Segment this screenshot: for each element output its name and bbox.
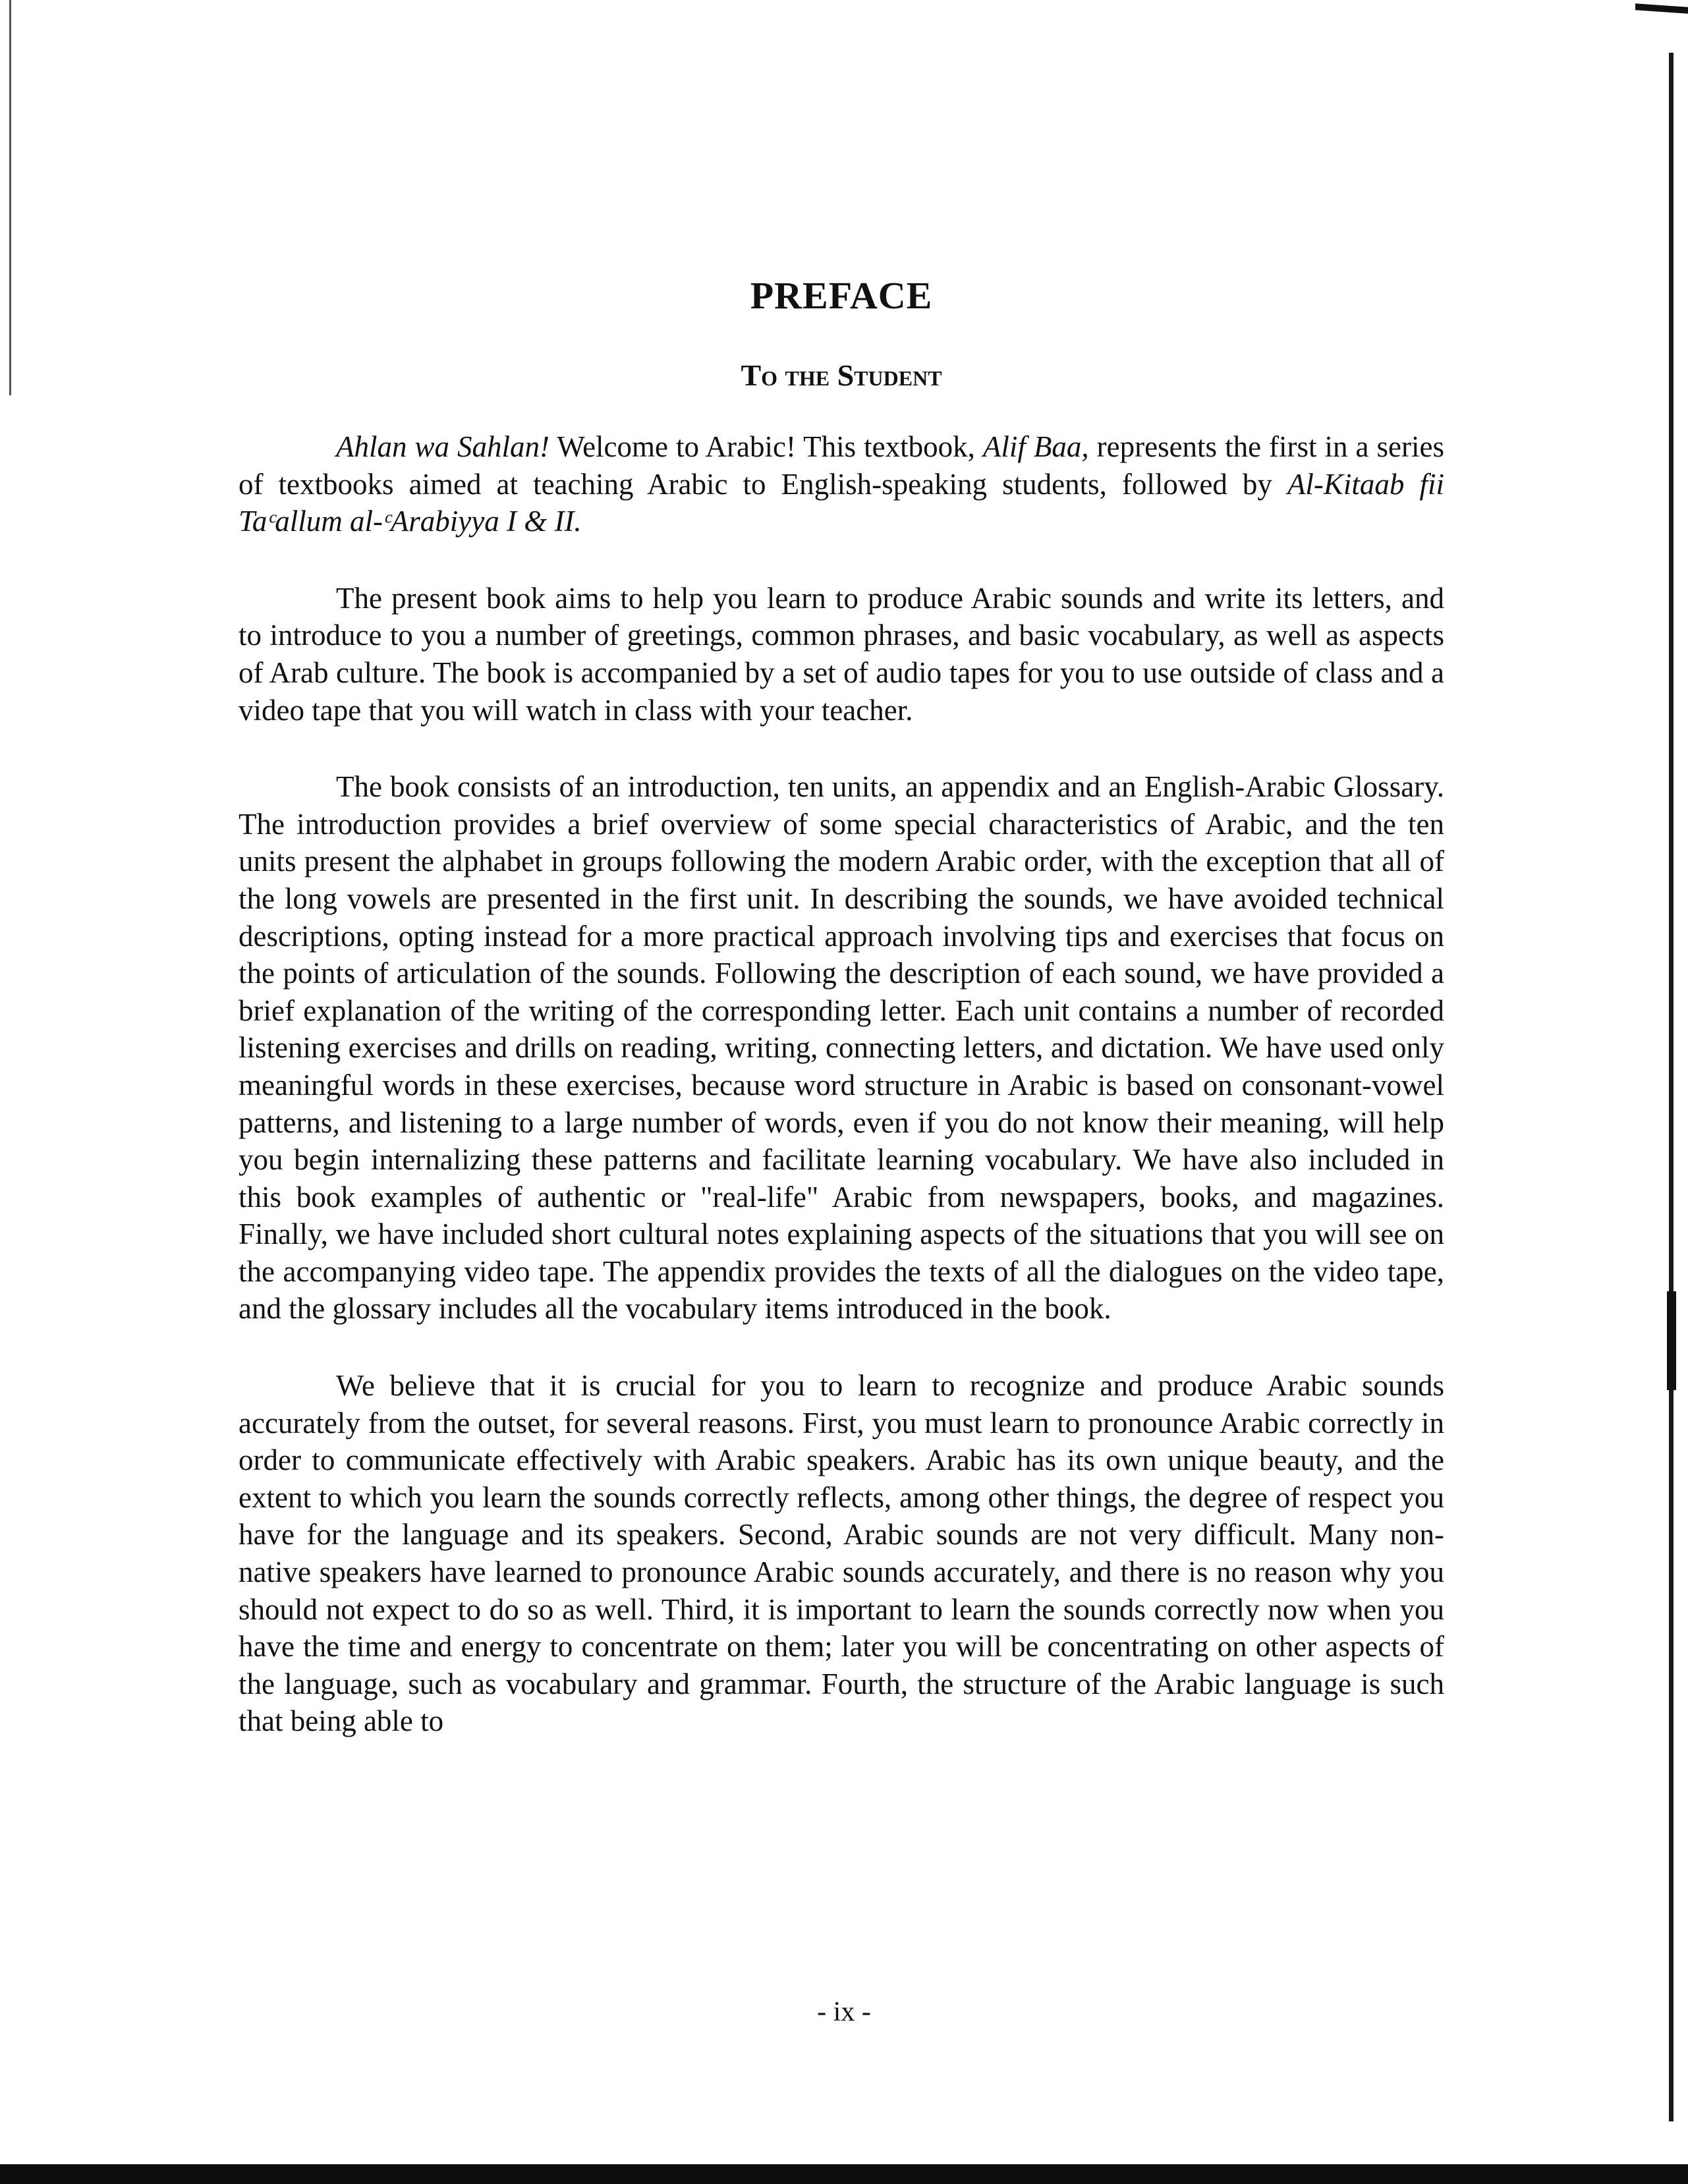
series-title: Al-Kitaab fii Taᶜallum al-ᶜArabiyya I & II.: [239, 467, 1444, 538]
paragraph-text: We believe that it is crucial for you to learn to recognize and produce Arabic sounds accurately from the outset, for several reasons. First, you must learn to pronounce Arabic correctly in order to communicate effectively with Arabic speakers. Arabic has its own unique beauty, and the extent to which you learn the sounds correctly reflects, among other things, the degree of respect you have for the language and its speakers. Second, Arabic sounds are not very difficult. Many non-native speakers have learned to pronounce Arabic sounds accurately, and there is no reason why you should not expect to do so as well. Third, it is important to learn the sounds correctly now when you have the time and energy to concentrate on them; later you will be concentrating on other aspects of the language, such as vocabulary and grammar. Fourth, the structure of the Arabic language is such that being able to: [239, 1369, 1444, 1738]
book-title: Alif Baa,: [982, 430, 1089, 463]
scan-edge-mark: [1635, 3, 1688, 14]
paragraph-reasons: [239, 1367, 1444, 1740]
paragraph-aims: [239, 580, 1444, 729]
greeting-text: Ahlan wa Sahlan!: [336, 430, 550, 463]
page-number: - ix -: [817, 1997, 871, 2027]
series-intro-text: represents the first in a series of textbooks aimed at teaching Arabic to English-speaking students, followed by: [239, 430, 1444, 501]
paragraph-contents: [239, 768, 1444, 1328]
page-title: PREFACE: [750, 274, 933, 317]
paragraph-welcome: [239, 428, 1444, 540]
scan-right-edge-mark: [1667, 1291, 1676, 1390]
scan-right-edge: [1669, 53, 1674, 2121]
welcome-text: Welcome to Arabic! This textbook,: [549, 430, 983, 463]
paragraph-text: The book consists of an introduction, ten units, an appendix and an English-Arabic Glossary. The introduction provides a brief overview of some special characteristics of Arabic, and the ten units present the alphabet in groups following the modern Arabic order, with the exception that all of the long vowels are presented in the first unit. In describing the sounds, we have avoided technical descriptions, opting instead for a more practical approach involving tips and exercises that focus on the points of articulation of the sounds. Following the description of each sound, we have provided a brief explanation of the writing of the corresponding letter. Each unit contains a number of recorded listening exercises and drills on reading, writing, connecting letters, and dictation. We have used only meaningful words in these exercises, because word structure in Arabic is based on consonant-vowel patterns, and listening to a large number of words, even if you do not know their meaning, will help you begin internalizing these patterns and facilitate learning vocabulary. We have also included in this book examples of authentic or "real-life" Arabic from newspapers, books, and magazines. Finally, we have included short cultural notes explaining aspects of the situations that you will see on the accompanying video tape. The appendix provides the texts of all the dialogues on the video tape, and the glossary includes all the vocabulary items introduced in the book.: [239, 770, 1444, 1326]
scan-left-edge: [9, 0, 11, 395]
page-body: [239, 270, 1444, 1740]
section-subtitle: To the Student: [741, 358, 942, 392]
paragraph-text: The present book aims to help you learn to produce Arabic sounds and write its letters, and to introduce to you a number of greetings, common phrases, and basic vocabulary, as well as aspects of Arab culture. The book is accompanied by a set of audio tapes for you to use outside of class and a video tape that you will watch in class with your teacher.: [239, 581, 1444, 727]
scan-bottom-edge: [0, 2164, 1688, 2184]
